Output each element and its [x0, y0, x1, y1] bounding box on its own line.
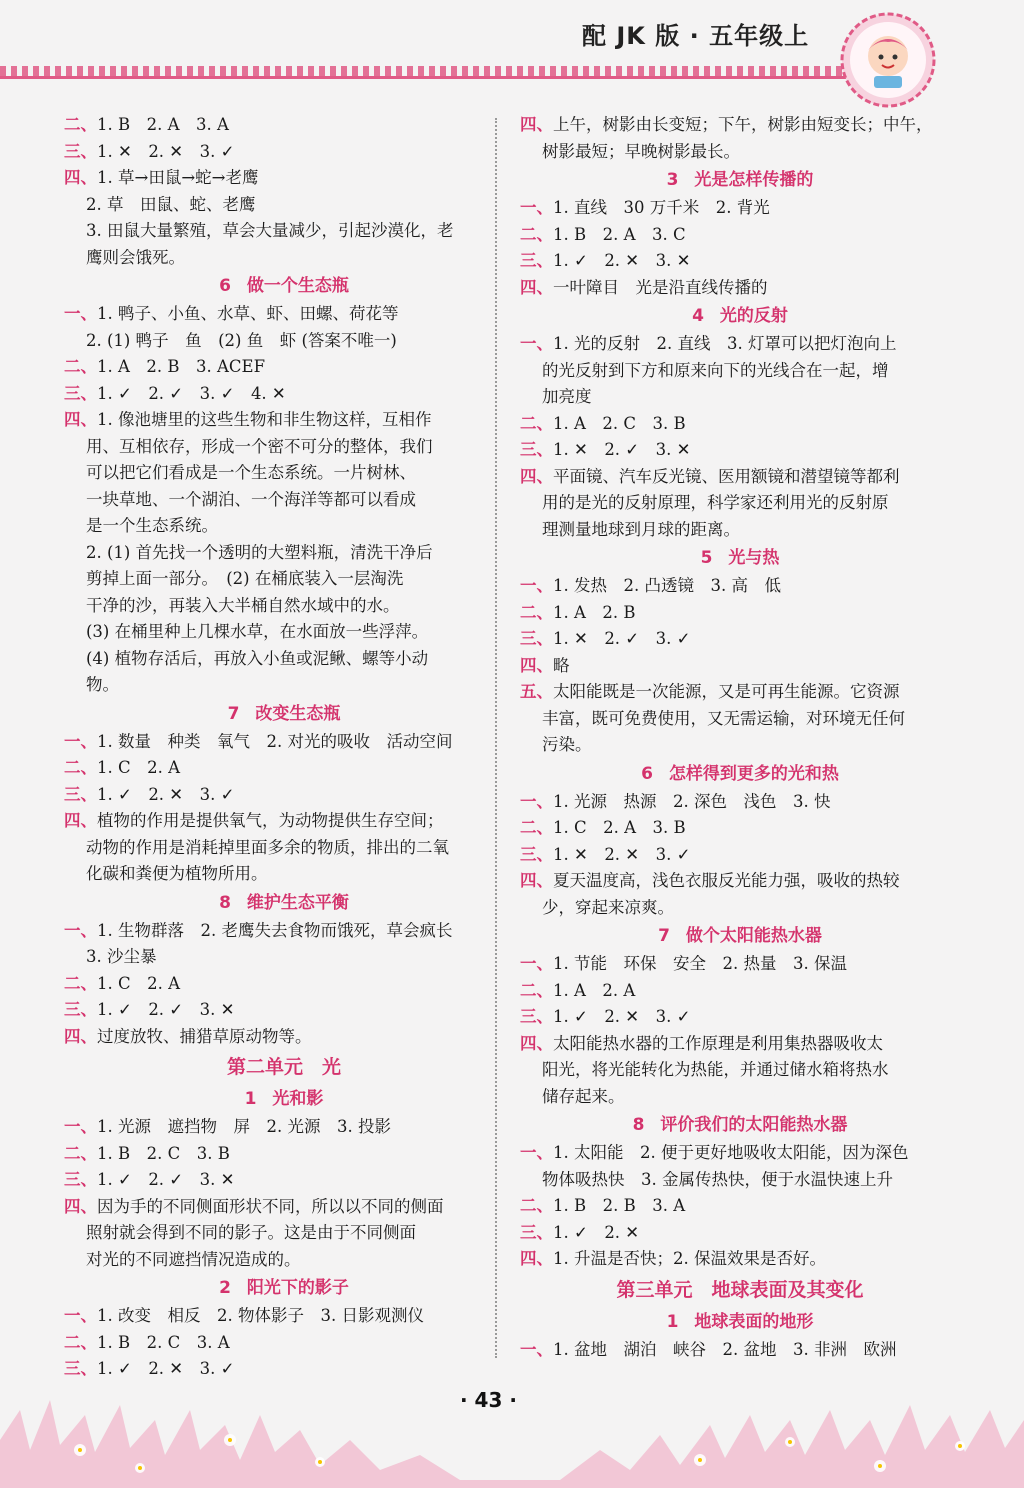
answer-continuation: 3. 田鼠大量繁殖，草会大量减少，引起沙漠化，老 [86, 221, 454, 240]
lesson-heading [64, 699, 504, 729]
answer-continuation: 加亮度 [542, 387, 592, 406]
answer-text: 1. 像池塘里的这些生物和非生物这样，互相作 [97, 410, 432, 429]
answer-text: 1. C 2. A [97, 758, 181, 777]
lesson-number: 2 [219, 1278, 231, 1298]
lesson-heading [520, 543, 960, 573]
lesson-heading [520, 1307, 960, 1337]
answer-text: 1. ✕ 2. ✓ 3. ✓ [553, 629, 691, 648]
question-label: 一、 [64, 920, 97, 940]
answer-line [64, 1024, 504, 1051]
answer-text: 夏天温度高，浅色衣服反光能力强，吸收的热较 [553, 871, 900, 890]
answer-text: 1. 光源 遮挡物 屏 2. 光源 3. 投影 [97, 1117, 391, 1136]
answer-line [64, 139, 504, 166]
answer-line [520, 1031, 960, 1058]
question-label: 四、 [64, 811, 97, 830]
question-label: 三、 [64, 784, 97, 804]
lesson-title: 维护生态平衡 [246, 892, 349, 913]
answer-text: 上午，树影由长变短；下午，树影由短变长；中午， [553, 115, 933, 134]
answer-text: 太阳能热水器的工作原理是利用集热器吸收太 [553, 1033, 883, 1053]
unit-heading: 第三单元 地球表面及其变化 [616, 1278, 864, 1301]
answer-text: 1. ✓ 2. ✕ [553, 1222, 640, 1242]
question-label: 四、 [520, 466, 553, 486]
answer-continuation: 用的是光的反射原理，科学家还利用光的反射原 [542, 493, 889, 512]
question-label: 四、 [520, 1033, 553, 1053]
answer-text: 1. 升温是否快；2. 保温效果是否好。 [553, 1249, 826, 1268]
answer-line [520, 951, 960, 978]
answer-text: 1. B 2. C 3. B [97, 1143, 230, 1163]
answer-line [520, 842, 960, 869]
answer-line [64, 1114, 504, 1141]
answer-continuation: (3) 在桶里种上几棵水草，在水面放一些浮萍。 [86, 622, 429, 641]
answer-text: 因为手的不同侧面形状不同，所以以不同的侧面 [97, 1196, 444, 1216]
answer-continuation: 储存起来。 [542, 1086, 625, 1106]
question-label: 二、 [520, 602, 553, 622]
question-label: 二、 [520, 980, 553, 1000]
lesson-title: 阳光下的影子 [246, 1278, 349, 1298]
answer-continuation: 化碳和粪便为植物所用。 [86, 864, 268, 883]
question-label: 三、 [520, 844, 553, 864]
cartoon-badge-icon [838, 10, 938, 110]
answer-line [520, 1193, 960, 1220]
answer-continuation: 物。 [86, 675, 119, 694]
answer-continuation: 2. 草 田鼠、蛇、老鹰 [86, 194, 256, 214]
lesson-heading [520, 1110, 960, 1140]
lesson-number: 3 [666, 170, 679, 190]
lesson-number: 6 [641, 763, 653, 784]
question-label: 三、 [520, 629, 553, 648]
answer-line [64, 1194, 504, 1221]
question-label: 四、 [520, 115, 553, 134]
answer-continuation: 污染。 [542, 735, 592, 754]
answer-line [520, 815, 960, 842]
answer-line [64, 1303, 504, 1330]
answer-continuation: 对光的不同遮挡情况造成的。 [86, 1249, 301, 1269]
answer-text: 1. B 2. C 3. A [97, 1332, 230, 1352]
question-label: 四、 [64, 168, 97, 187]
lesson-title: 地球表面的地形 [694, 1311, 814, 1332]
lesson-title: 光与热 [728, 548, 780, 568]
answer-text: 1. B 2. A 3. C [553, 224, 686, 244]
answer-text: 1. ✕ 2. ✓ 3. ✕ [553, 440, 691, 459]
question-label: 三、 [64, 1000, 97, 1019]
question-label: 一、 [64, 1117, 97, 1136]
answer-line [64, 1141, 504, 1168]
answer-line [64, 301, 504, 328]
answer-continuation: 剪掉上面一部分。 (2) 在桶底装入一层淘洗 [86, 569, 404, 588]
answer-line [64, 165, 504, 192]
answer-line [64, 971, 504, 998]
header-decoration [0, 66, 860, 76]
lesson-number: 5 [700, 548, 713, 568]
answer-text: 1. C 2. A 3. B [553, 818, 686, 837]
answer-line [64, 755, 504, 782]
question-label: 三、 [64, 383, 97, 403]
lesson-number: 4 [692, 306, 704, 326]
answer-line [520, 248, 960, 275]
answer-line [520, 679, 960, 706]
question-label: 三、 [64, 141, 97, 161]
answer-text: 1. 发热 2. 凸透镜 3. 高 低 [553, 576, 781, 595]
answer-continuation: 是一个生态系统。 [86, 516, 218, 535]
answer-line [64, 918, 504, 945]
answer-continuation: 2. (1) 鸭子 鱼 (2) 鱼 虾 (答案不唯一) [86, 330, 397, 350]
answer-continuation: 照射就会得到不同的影子。这是由于不同侧面 [86, 1223, 416, 1242]
question-label: 一、 [64, 304, 97, 323]
question-label: 二、 [64, 357, 97, 376]
question-label: 三、 [520, 1007, 553, 1026]
header-rule [0, 76, 860, 79]
answer-text: 1. 草→田鼠→蛇→老鹰 [97, 168, 259, 187]
answer-text: 1. 光源 热源 2. 深色 浅色 3. 快 [553, 791, 831, 811]
answer-text: 1. ✓ 2. ✓ 3. ✕ [97, 1000, 235, 1019]
question-label: 一、 [520, 954, 553, 973]
answer-text: 一叶障目 光是沿直线传播的 [553, 277, 768, 297]
answer-line [520, 464, 960, 491]
answer-line [520, 411, 960, 438]
lesson-number: 8 [632, 1115, 645, 1135]
answer-line [64, 1167, 504, 1194]
unit-heading: 第二单元 光 [226, 1056, 341, 1078]
answer-line [64, 407, 504, 434]
question-label: 五、 [520, 682, 553, 701]
answer-text: 1. 直线 30 万千米 2. 背光 [553, 198, 770, 217]
question-label: 二、 [520, 224, 553, 244]
question-label: 二、 [64, 115, 97, 134]
question-label: 二、 [64, 973, 97, 993]
question-label: 一、 [520, 334, 553, 353]
answer-text: 1. 鸭子、小鱼、水草、虾、田螺、荷花等 [97, 304, 399, 323]
answer-continuation: 可以把它们看成是一个生态系统。一片树林、 [86, 463, 416, 482]
question-label: 三、 [520, 440, 553, 459]
lesson-heading [520, 921, 960, 951]
answer-text: 1. B 2. B 3. A [553, 1196, 686, 1215]
lesson-title: 评价我们的太阳能热水器 [660, 1115, 848, 1135]
question-label: 四、 [64, 1196, 97, 1216]
answer-continuation: 2. (1) 首先找一个透明的大塑料瓶，清洗干净后 [86, 542, 433, 562]
lesson-title: 光是怎样传播的 [694, 170, 814, 190]
answer-text: 1. ✓ 2. ✕ 3. ✓ [553, 1007, 691, 1026]
page-number: · 43 · [460, 1388, 517, 1412]
answer-line [520, 1337, 960, 1364]
lesson-heading [64, 888, 504, 918]
lesson-heading [64, 1273, 504, 1303]
answer-line [520, 437, 960, 464]
answer-line [64, 112, 504, 139]
answer-text: 1. 数量 种类 氧气 2. 对光的吸收 活动空间 [97, 731, 453, 751]
lesson-title: 做个太阳能热水器 [685, 926, 822, 946]
answer-text: 1. ✕ 2. ✕ 3. ✓ [553, 844, 691, 864]
header-title: 配 JK 版 · 五年级上 [582, 22, 810, 50]
question-label: 一、 [520, 576, 553, 595]
answer-text: 1. A 2. C 3. B [553, 413, 686, 433]
answer-line [520, 1140, 960, 1167]
answer-text: 1. ✓ 2. ✓ 3. ✕ [97, 1170, 235, 1189]
lesson-title: 怎样得到更多的光和热 [668, 763, 839, 784]
answer-text: 1. A 2. B [553, 602, 636, 622]
answer-continuation: 3. 沙尘暴 [86, 947, 157, 966]
answer-line [64, 1356, 504, 1383]
answer-continuation: 用、互相依存，形成一个密不可分的整体，我们 [86, 436, 433, 456]
answer-text: 1. 节能 环保 安全 2. 热量 3. 保温 [553, 954, 847, 973]
question-label: 一、 [64, 731, 97, 751]
question-label: 四、 [520, 655, 553, 675]
answer-line [520, 573, 960, 600]
lesson-heading [64, 1084, 504, 1114]
lesson-number: 7 [227, 703, 240, 724]
lesson-heading [520, 165, 960, 195]
answer-continuation: 少，穿起来凉爽。 [542, 897, 674, 917]
answer-text: 1. ✕ 2. ✕ 3. ✓ [97, 141, 235, 161]
left-column [64, 112, 504, 1383]
lesson-title: 光的反射 [719, 306, 788, 326]
answer-line [520, 1220, 960, 1247]
right-column [520, 112, 960, 1363]
answer-text: 1. C 2. A [97, 973, 181, 993]
answer-line [520, 275, 960, 302]
answer-continuation: 干净的沙，再装入大半桶自然水域中的水。 [86, 595, 400, 615]
lesson-number: 6 [219, 276, 231, 296]
lesson-title: 改变生态瓶 [255, 703, 341, 724]
answer-continuation: 的光反射到下方和原来向下的光线合在一起，增 [542, 360, 889, 380]
question-label: 二、 [520, 818, 553, 837]
answer-text: 1. 盆地 湖泊 峡谷 2. 盆地 3. 非洲 欧洲 [553, 1339, 897, 1359]
answer-line [64, 808, 504, 835]
answer-line [64, 997, 504, 1024]
question-label: 二、 [520, 1196, 553, 1215]
question-label: 三、 [64, 1359, 97, 1378]
question-label: 一、 [520, 1339, 553, 1359]
lesson-number: 7 [658, 926, 670, 946]
question-label: 一、 [520, 1143, 553, 1162]
answer-text: 1. ✓ 2. ✕ 3. ✓ [97, 784, 235, 804]
answer-line [64, 381, 504, 408]
answer-continuation: 一块草地、一个湖泊、一个海洋等都可以看成 [86, 489, 416, 509]
answer-text: 1. B 2. A 3. A [97, 115, 229, 134]
lesson-heading [520, 759, 960, 789]
lesson-title: 光和影 [272, 1089, 324, 1109]
question-label: 二、 [520, 413, 553, 433]
answer-text: 1. ✓ 2. ✓ 3. ✓ 4. ✕ [97, 383, 286, 403]
question-label: 二、 [64, 1332, 97, 1352]
answer-text: 1. 光的反射 2. 直线 3. 灯罩可以把灯泡向上 [553, 334, 897, 353]
answer-line [520, 195, 960, 222]
answer-continuation: 丰富，既可免费使用，又无需运输，对环境无任何 [542, 708, 905, 728]
answer-line [64, 1330, 504, 1357]
question-label: 三、 [64, 1170, 97, 1189]
answer-line [520, 978, 960, 1005]
lesson-number: 8 [219, 892, 231, 913]
answer-continuation: 树影最短；早晚树影最长。 [542, 141, 740, 161]
answer-line [64, 354, 504, 381]
answer-text: 1. ✓ 2. ✕ 3. ✓ [97, 1359, 235, 1378]
answer-line [520, 653, 960, 680]
answer-continuation: (4) 植物存活后，再放入小鱼或泥鳅、螺等小动 [86, 648, 429, 668]
lesson-number: 1 [666, 1311, 679, 1332]
answer-text: 略 [553, 655, 570, 675]
answer-line [520, 626, 960, 653]
answer-text: 1. ✓ 2. ✕ 3. ✕ [553, 251, 691, 270]
question-label: 三、 [520, 1222, 553, 1242]
answer-line [64, 782, 504, 809]
answer-line [520, 789, 960, 816]
answer-line [520, 868, 960, 895]
answer-line [520, 112, 960, 139]
answer-line [64, 729, 504, 756]
question-label: 二、 [64, 758, 97, 777]
answer-line [520, 222, 960, 249]
answer-continuation: 物体吸热快 3. 金属传热快，便于水温快速上升 [542, 1169, 893, 1189]
answer-text: 1. 太阳能 2. 便于更好地吸收太阳能，因为深色 [553, 1143, 909, 1162]
lesson-number: 1 [244, 1089, 257, 1109]
answer-continuation: 阳光，将光能转化为热能，并通过储水箱将热水 [542, 1060, 889, 1079]
question-label: 一、 [64, 1306, 97, 1325]
answer-text: 1. 生物群落 2. 老鹰失去食物而饿死，草会疯长 [97, 920, 453, 940]
question-label: 四、 [64, 410, 97, 429]
question-label: 三、 [520, 251, 553, 270]
question-label: 四、 [520, 1249, 553, 1268]
answer-text: 过度放牧、捕猎草原动物等。 [97, 1026, 312, 1046]
answer-text: 1. A 2. B 3. ACEF [97, 357, 266, 376]
answer-line [520, 1246, 960, 1273]
answer-text: 平面镜、汽车反光镜、医用额镜和潜望镜等都利 [553, 466, 900, 486]
answer-line [520, 331, 960, 358]
question-label: 四、 [520, 871, 553, 890]
answer-continuation: 理测量地球到月球的距离。 [542, 519, 740, 539]
question-label: 四、 [520, 277, 553, 297]
question-label: 一、 [520, 791, 553, 811]
answer-continuation: 动物的作用是消耗掉里面多余的物质，排出的二氧 [86, 837, 449, 857]
answer-line [520, 600, 960, 627]
lesson-title: 做一个生态瓶 [246, 276, 349, 296]
question-label: 二、 [64, 1143, 97, 1163]
answer-text: 太阳能既是一次能源，又是可再生能源。它资源 [553, 682, 900, 701]
question-label: 四、 [64, 1026, 97, 1046]
answer-text: 1. 改变 相反 2. 物体影子 3. 日影观测仪 [97, 1306, 424, 1325]
question-label: 一、 [520, 198, 553, 217]
answer-text: 1. A 2. A [553, 980, 636, 1000]
answer-line [520, 1004, 960, 1031]
answer-text: 植物的作用是提供氧气，为动物提供生存空间； [97, 811, 444, 830]
lesson-heading [520, 301, 960, 331]
answer-continuation: 鹰则会饿死。 [86, 247, 185, 267]
lesson-heading [64, 271, 504, 301]
